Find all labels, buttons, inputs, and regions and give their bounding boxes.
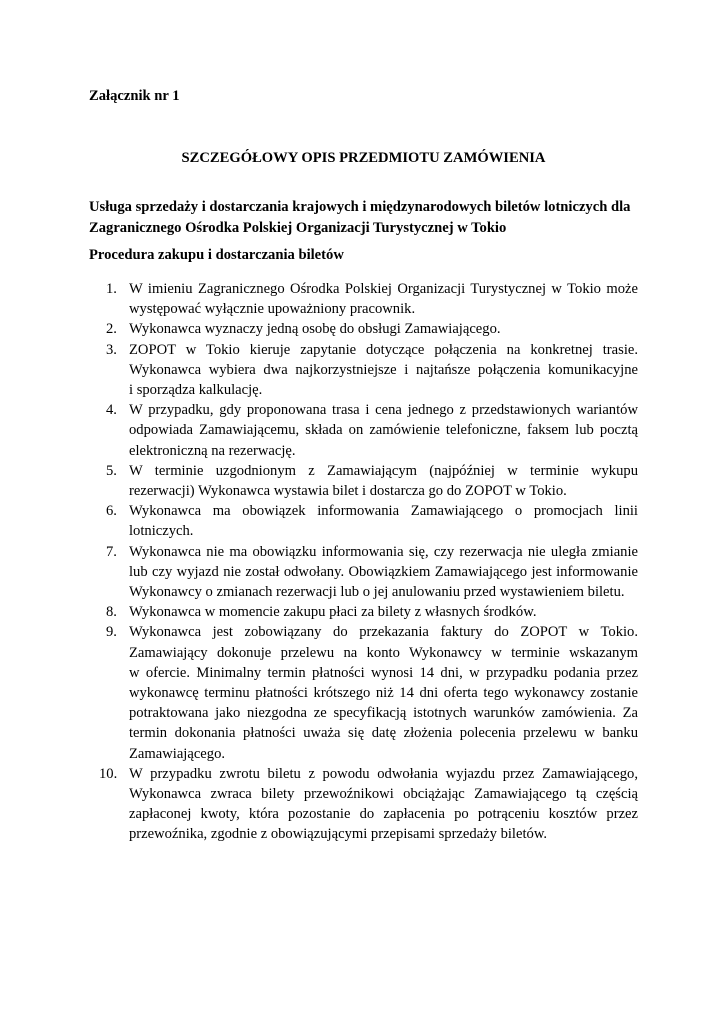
step-number: 3. [106, 341, 117, 358]
step-text [129, 501, 638, 541]
procedure-step [89, 622, 638, 763]
service-subject [89, 197, 638, 238]
step-number: 2. [106, 321, 117, 338]
step-line: odpowiada Zamawiającemu, składa on zamówienie telefoniczne, faksem lub pocztą [129, 422, 638, 439]
step-line: występować wyłącznie upoważniony pracownik. [129, 301, 416, 318]
procedure-heading: Procedura zakupu i dostarczania biletów [89, 247, 344, 263]
procedure-step [89, 501, 638, 541]
procedure-steps-list [89, 279, 638, 845]
step-line: Wykonawca zwraca bilety przewoźnikowi obciążając Zamawiającego tą częścią [129, 786, 638, 803]
step-number: 5. [106, 462, 117, 479]
step-number: 8. [106, 604, 117, 621]
step-number: 1. [106, 281, 117, 297]
document-title: SZCZEGÓŁOWY OPIS PRZEDMIOTU ZAMÓWIENIA [181, 150, 546, 166]
procedure-step [89, 764, 638, 845]
procedure-step [89, 319, 638, 339]
procedure-step [89, 461, 638, 501]
step-text [129, 764, 638, 845]
subject-line: Usługa sprzedaży i dostarczania krajowych i międzynarodowych biletów lotniczych dla [89, 199, 631, 215]
step-text [129, 340, 638, 401]
subject-line: Zagranicznego Ośrodka Polskiej Organizacji Turystycznej w Tokio [89, 219, 507, 236]
step-number: 9. [106, 624, 117, 641]
annex-label: Załącznik nr 1 [89, 88, 180, 104]
step-text [129, 461, 638, 501]
step-text [129, 622, 638, 763]
step-line: termin dokonania płatności uważa się datę złożenia polecenia przelewu w banku [129, 725, 638, 742]
procedure-step [89, 602, 638, 622]
step-line: zapłaconej kwoty, która pozostanie do zapłacenia po potrąceniu kosztów przez [129, 806, 638, 823]
step-line: potraktowana jako niezgodna ze specyfikacją istotnych warunków zamówienia. Za [129, 705, 638, 722]
step-line: Wykonawca ma obowiązek informowania Zamawiającego o promocjach linii [129, 503, 638, 520]
step-line: W przypadku zwrotu biletu z powodu odwołania wyjazdu przez Zamawiającego, [129, 765, 638, 782]
step-text [129, 602, 638, 622]
step-line: Wykonawca wybiera dwa najkorzystniejsze i najtańsze połączenia komunikacyjne [129, 361, 638, 378]
step-line: Zamawiający dokonuje przelewu na konto Wykonawcy w terminie wskazanym [129, 644, 638, 661]
step-text [129, 400, 638, 461]
step-line: Zamawiającego. [129, 745, 226, 762]
step-line: i sporządza kalkulację. [129, 382, 263, 399]
step-line: w ofercie. Minimalny termin płatności wynosi 14 dni, w przypadku podania przez [129, 664, 638, 681]
step-text [129, 542, 638, 603]
step-line: W imieniu Zagranicznego Ośrodka Polskiej Organizacji Turystycznej w Tokio może [129, 281, 638, 297]
step-number: 6. [106, 503, 117, 520]
step-line: lub czy wyjazd nie został odwołany. Obowiązkiem Zamawiającego jest informowanie [129, 563, 638, 580]
procedure-step [89, 340, 638, 401]
procedure-step [89, 542, 638, 603]
step-line: Wykonawca nie ma obowiązku informowania się, czy rezerwacja nie uległa zmianie [129, 543, 638, 560]
step-line: W przypadku, gdy proponowana trasa i cena jednego z przedstawionych wariantów [129, 402, 638, 419]
step-line: Wykonawcy o zmianach rezerwacji lub o jej anulowaniu przed wystawieniem biletu. [129, 584, 625, 601]
step-line: rezerwacji) Wykonawca wystawia bilet i dostarcza go do ZOPOT w Tokio. [129, 483, 567, 500]
step-text [129, 279, 638, 319]
step-number: 10. [99, 765, 118, 782]
step-line: Wykonawca wyznaczy jedną osobę do obsługi Zamawiającego. [129, 321, 501, 338]
procedure-step [89, 279, 638, 319]
procedure-step [89, 400, 638, 461]
step-number: 7. [106, 543, 117, 560]
step-line: ZOPOT w Tokio kieruje zapytanie dotyczące połączenia na konkretnej trasie. [129, 341, 638, 358]
step-line: wykonawcę terminu płatności krótszego niż 14 dni oferta tego wykonawcy zostanie [129, 685, 638, 702]
step-line: W terminie uzgodnionym z Zamawiającym (najpóźniej w terminie wykupu [129, 462, 638, 479]
step-line: przewoźnika, zgodnie z obowiązującymi przepisami sprzedaży biletów. [129, 826, 548, 843]
step-number: 4. [106, 402, 117, 419]
step-line: Wykonawca w momencie zakupu płaci za bilety z własnych środków. [129, 604, 537, 621]
step-line: elektroniczną na rezerwację. [129, 442, 296, 459]
step-line: lotniczych. [129, 523, 194, 540]
step-line: Wykonawca jest zobowiązany do przekazania faktury do ZOPOT w Tokio. [129, 624, 638, 641]
step-text [129, 319, 638, 339]
